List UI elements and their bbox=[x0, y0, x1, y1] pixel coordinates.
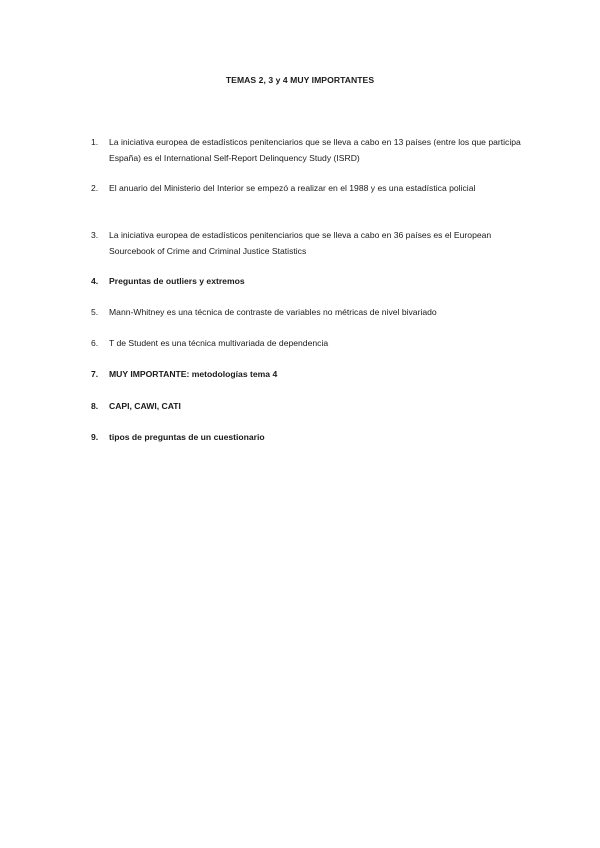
item-text: MUY IMPORTANTE: metodologías tema 4 bbox=[109, 369, 278, 379]
list-item-9 bbox=[91, 429, 531, 445]
list-item-1 bbox=[91, 134, 531, 166]
list-item-4 bbox=[91, 273, 531, 289]
item-number: 5. bbox=[91, 307, 99, 317]
item-number: 4. bbox=[91, 276, 99, 286]
item-text: Mann-Whitney es una técnica de contraste de variables no métricas de nivel bivariado bbox=[109, 307, 437, 317]
item-text: T de Student es una técnica multivariada de dependencia bbox=[109, 338, 329, 348]
list-item-5 bbox=[91, 304, 531, 320]
item-text: La iniciativa europea de estadísticos penitenciarios que se lleva a cabo en 13 países (entre los que participa España) es el International Self-Report Delinquency Study (ISRD) bbox=[109, 137, 521, 163]
item-number: 7. bbox=[91, 369, 99, 379]
item-number: 2. bbox=[91, 183, 99, 193]
list-item-2 bbox=[91, 180, 531, 196]
item-number: 1. bbox=[91, 137, 99, 147]
item-text: La iniciativa europea de estadísticos penitenciarios que se lleva a cabo en 36 países es el European Sourcebook of Crime and Criminal Justice Statistics bbox=[109, 230, 492, 256]
list-item-7 bbox=[91, 366, 531, 382]
list-item-3 bbox=[91, 227, 531, 259]
item-number: 8. bbox=[91, 401, 99, 411]
item-text: tipos de preguntas de un cuestionario bbox=[109, 432, 265, 442]
item-text: Preguntas de outliers y extremos bbox=[109, 276, 245, 286]
item-number: 6. bbox=[91, 338, 99, 348]
list-item-6 bbox=[91, 335, 531, 351]
item-number: 3. bbox=[91, 230, 99, 240]
item-number: 9. bbox=[91, 432, 99, 442]
item-text: El anuario del Ministerio del Interior se empezó a realizar en el 1988 y es una estadística policial bbox=[109, 183, 476, 193]
item-text: CAPI, CAWI, CATI bbox=[109, 401, 181, 411]
document-title: TEMAS 2, 3 y 4 MUY IMPORTANTES bbox=[225, 75, 375, 85]
list-item-8 bbox=[91, 398, 531, 414]
